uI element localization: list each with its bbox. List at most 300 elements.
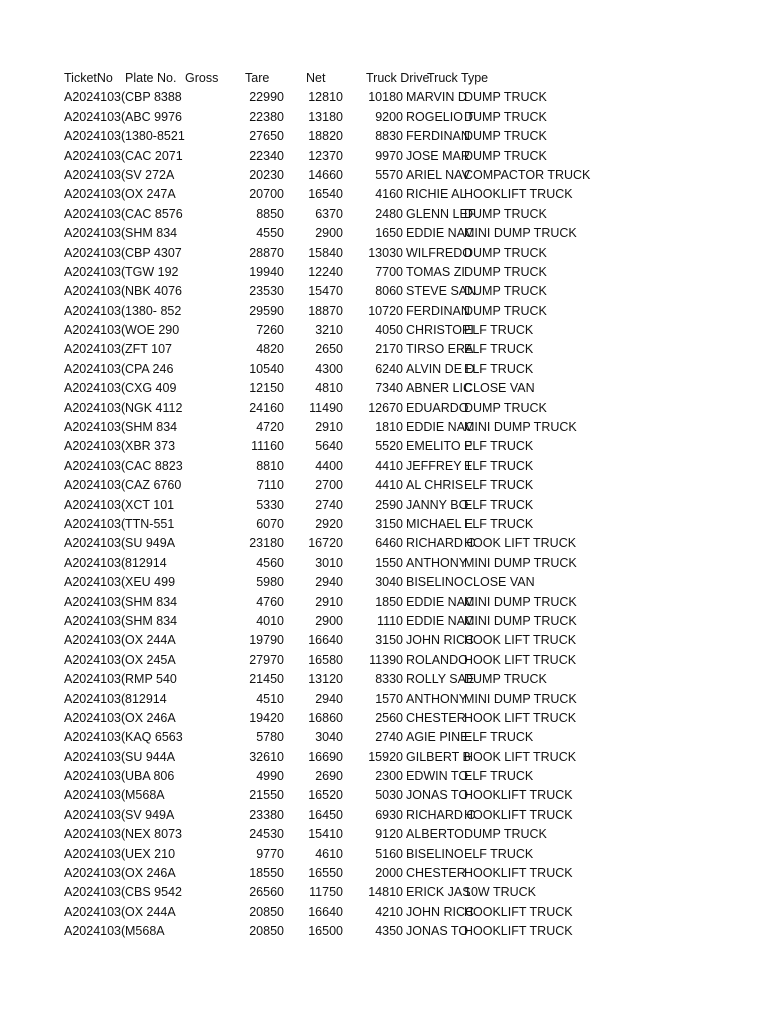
- ticketno-cell: A2024103(: [64, 827, 126, 842]
- header-truck-type: Truck Type: [427, 71, 489, 85]
- truck-driver-cell: ANTHONY: [406, 691, 468, 706]
- gross-cell: 6070: [256, 516, 284, 531]
- ticketno-cell: A2024103(: [64, 788, 126, 803]
- table-row: [64, 379, 584, 398]
- ticketno-cell: A2024103(: [64, 148, 126, 163]
- truck-type-cell: COMPACTOR TRUCK: [464, 167, 591, 182]
- table-row: [64, 360, 584, 379]
- plate-no-cell: CPA 246: [125, 361, 174, 376]
- net-cell: 3040: [375, 575, 403, 590]
- tare-cell: 2690: [315, 769, 343, 784]
- tare-cell: 16690: [308, 749, 343, 764]
- plate-no-cell: XEU 499: [125, 575, 176, 590]
- tare-cell: 2940: [315, 691, 343, 706]
- plate-no-cell: CAC 2071: [125, 148, 183, 163]
- tare-cell: 2900: [315, 226, 343, 241]
- truck-type-cell: DUMP TRUCK: [464, 129, 547, 144]
- gross-cell: 27650: [249, 129, 284, 144]
- tare-cell: 3040: [315, 730, 343, 745]
- gross-cell: 21450: [249, 672, 284, 687]
- plate-no-cell: OX 244A: [125, 633, 176, 648]
- table-row: [64, 166, 591, 185]
- plate-no-cell: CBS 9542: [125, 885, 182, 900]
- truck-driver-cell: TOMAS ZI: [406, 264, 465, 279]
- gross-cell: 26560: [249, 885, 284, 900]
- tare-cell: 2650: [315, 342, 343, 357]
- truck-type-cell: MINI DUMP TRUCK: [464, 594, 577, 609]
- plate-no-cell: TTN-551: [125, 516, 175, 531]
- net-cell: 2590: [375, 497, 403, 512]
- table-row: [64, 321, 584, 340]
- plate-no-cell: OX 245A: [125, 652, 176, 667]
- truck-driver-cell: JONAS TO: [406, 788, 469, 803]
- gross-cell: 4010: [256, 613, 284, 628]
- net-cell: 2560: [375, 710, 403, 725]
- gross-cell: 12150: [249, 381, 284, 396]
- truck-driver-cell: ALVIN DE D: [406, 361, 475, 376]
- truck-driver-cell: EMELITO P: [406, 439, 473, 454]
- table-row: [64, 147, 584, 166]
- net-cell: 9120: [375, 827, 403, 842]
- net-cell: 1850: [375, 594, 403, 609]
- plate-no-cell: ZFT 107: [125, 342, 173, 357]
- plate-no-cell: ABC 9976: [125, 109, 182, 124]
- truck-driver-cell: RICHARD C: [406, 536, 476, 551]
- gross-cell: 4550: [256, 226, 284, 241]
- truck-driver-cell: EDUARDO: [406, 400, 469, 415]
- truck-driver-cell: EDWIN TO: [406, 769, 469, 784]
- ticketno-cell: A2024103(: [64, 536, 126, 551]
- truck-type-cell: ELF TRUCK: [464, 497, 534, 512]
- truck-driver-cell: CHESTER: [406, 710, 466, 725]
- net-cell: 1570: [375, 691, 403, 706]
- net-cell: 7700: [375, 264, 403, 279]
- table-row: [64, 573, 584, 592]
- tare-cell: 15410: [308, 827, 343, 842]
- gross-cell: 4990: [256, 769, 284, 784]
- truck-driver-cell: EDDIE NAC: [406, 594, 475, 609]
- truck-driver-cell: AGIE PINE: [406, 730, 469, 745]
- plate-no-cell: 812914: [125, 555, 167, 570]
- ticketno-cell: A2024103(: [64, 652, 126, 667]
- plate-no-cell: WOE 290: [125, 323, 180, 338]
- gross-cell: 9770: [256, 846, 284, 861]
- tare-cell: 16640: [308, 633, 343, 648]
- tare-cell: 2910: [315, 420, 343, 435]
- ticketno-cell: A2024103(: [64, 478, 126, 493]
- plate-no-cell: OX 246A: [125, 866, 176, 881]
- plate-no-cell: M568A: [125, 788, 165, 803]
- plate-no-cell: NBK 4076: [125, 284, 182, 299]
- table-row: [64, 457, 584, 476]
- ticketno-cell: A2024103(: [64, 206, 126, 221]
- net-cell: 8060: [375, 284, 403, 299]
- table-row: [64, 185, 584, 204]
- gross-cell: 22340: [249, 148, 284, 163]
- plate-no-cell: OX 244A: [125, 904, 176, 919]
- net-cell: 2300: [375, 769, 403, 784]
- truck-type-cell: MINI DUMP TRUCK: [464, 691, 577, 706]
- net-cell: 10720: [368, 303, 403, 318]
- truck-driver-cell: TIRSO ERA: [406, 342, 474, 357]
- truck-driver-cell: JOHN RICC: [406, 633, 475, 648]
- gross-cell: 4560: [256, 555, 284, 570]
- truck-driver-cell: GLENN LEF: [406, 206, 476, 221]
- ticketno-cell: A2024103(: [64, 904, 126, 919]
- truck-driver-cell: GILBERT B: [406, 749, 471, 764]
- truck-driver-cell: JEFFREY T: [406, 458, 473, 473]
- plate-no-cell: CBP 4307: [125, 245, 182, 260]
- tare-cell: 12810: [308, 90, 343, 105]
- truck-type-cell: DUMP TRUCK: [464, 148, 547, 163]
- truck-type-cell: DUMP TRUCK: [464, 109, 547, 124]
- table-row: [64, 651, 584, 670]
- table-row: [64, 883, 584, 902]
- table-row: [64, 709, 584, 728]
- gross-cell: 19790: [249, 633, 284, 648]
- header-net: Net: [306, 71, 326, 85]
- header-truck-driver: Truck Drive: [366, 71, 430, 85]
- ticketno-cell: A2024103(: [64, 187, 126, 202]
- plate-no-cell: SHM 834: [125, 613, 178, 628]
- tare-cell: 5640: [315, 439, 343, 454]
- net-cell: 2480: [375, 206, 403, 221]
- tare-cell: 4610: [315, 846, 343, 861]
- tare-cell: 2740: [315, 497, 343, 512]
- net-cell: 10180: [368, 90, 403, 105]
- truck-type-cell: ELF TRUCK: [464, 516, 534, 531]
- truck-driver-cell: BISELINO: [406, 575, 464, 590]
- gross-cell: 5980: [256, 575, 284, 590]
- plate-no-cell: KAQ 6563: [125, 730, 183, 745]
- tare-cell: 4810: [315, 381, 343, 396]
- table-row: [64, 864, 584, 883]
- net-cell: 1650: [375, 226, 403, 241]
- plate-no-cell: TGW 192: [125, 264, 179, 279]
- table-row: [64, 670, 584, 689]
- tare-cell: 12370: [308, 148, 343, 163]
- net-cell: 13030: [368, 245, 403, 260]
- plate-no-cell: OX 247A: [125, 187, 176, 202]
- gross-cell: 4510: [256, 691, 284, 706]
- plate-no-cell: CAC 8823: [125, 458, 183, 473]
- gross-cell: 24160: [249, 400, 284, 415]
- truck-type-cell: MINI DUMP TRUCK: [464, 226, 577, 241]
- plate-no-cell: OX 246A: [125, 710, 176, 725]
- truck-type-cell: MINI DUMP TRUCK: [464, 420, 577, 435]
- ticketno-cell: A2024103(: [64, 924, 126, 939]
- tare-cell: 4400: [315, 458, 343, 473]
- truck-driver-cell: FERDINAN: [406, 129, 470, 144]
- table-row: [64, 108, 584, 127]
- plate-no-cell: XCT 101: [125, 497, 175, 512]
- net-cell: 15920: [368, 749, 403, 764]
- gross-cell: 8850: [256, 206, 284, 221]
- tare-cell: 4300: [315, 361, 343, 376]
- table-row: [64, 263, 584, 282]
- ticketno-cell: A2024103(: [64, 303, 126, 318]
- tare-cell: 3010: [315, 555, 343, 570]
- ticketno-cell: A2024103(: [64, 594, 126, 609]
- net-cell: 5160: [375, 846, 403, 861]
- truck-type-cell: ELF TRUCK: [464, 846, 534, 861]
- plate-no-cell: 812914: [125, 691, 167, 706]
- plate-no-cell: SV 272A: [125, 167, 175, 182]
- truck-driver-cell: EDDIE NAC: [406, 420, 475, 435]
- truck-type-cell: DUMP TRUCK: [464, 672, 547, 687]
- header-plate-no: Plate No.: [125, 71, 177, 85]
- tare-cell: 2920: [315, 516, 343, 531]
- plate-no-cell: CBP 8388: [125, 90, 182, 105]
- net-cell: 2740: [375, 730, 403, 745]
- truck-type-cell: HOOKLIFT TRUCK: [464, 924, 573, 939]
- net-cell: 5030: [375, 788, 403, 803]
- ticketno-cell: A2024103(: [64, 516, 126, 531]
- gross-cell: 23180: [249, 536, 284, 551]
- truck-driver-cell: ANTHONY: [406, 555, 468, 570]
- tare-cell: 14660: [308, 167, 343, 182]
- plate-no-cell: NEX 8073: [125, 827, 182, 842]
- tare-cell: 2900: [315, 613, 343, 628]
- tare-cell: 16580: [308, 652, 343, 667]
- net-cell: 3150: [375, 633, 403, 648]
- table-row: [64, 845, 584, 864]
- net-cell: 9200: [375, 109, 403, 124]
- gross-cell: 5780: [256, 730, 284, 745]
- gross-cell: 4820: [256, 342, 284, 357]
- table-row: [64, 748, 584, 767]
- net-cell: 5570: [375, 167, 403, 182]
- tare-cell: 2910: [315, 594, 343, 609]
- table-row: [64, 88, 584, 107]
- truck-type-cell: ELF TRUCK: [464, 769, 534, 784]
- ticketno-cell: A2024103(: [64, 420, 126, 435]
- net-cell: 4210: [375, 904, 403, 919]
- net-cell: 4050: [375, 323, 403, 338]
- gross-cell: 18550: [249, 866, 284, 881]
- gross-cell: 20850: [249, 924, 284, 939]
- gross-cell: 20700: [249, 187, 284, 202]
- ticketno-cell: A2024103(: [64, 90, 126, 105]
- truck-driver-cell: MICHAEL E: [406, 516, 473, 531]
- truck-type-cell: DUMP TRUCK: [464, 90, 547, 105]
- truck-driver-cell: ROLANDO: [406, 652, 468, 667]
- tare-cell: 13120: [308, 672, 343, 687]
- truck-type-cell: DUMP TRUCK: [464, 303, 547, 318]
- ticketno-cell: A2024103(: [64, 555, 126, 570]
- ticketno-cell: A2024103(: [64, 633, 126, 648]
- truck-driver-cell: RICHIE AL: [406, 187, 467, 202]
- plate-no-cell: RMP 540: [125, 672, 177, 687]
- ticketno-cell: A2024103(: [64, 497, 126, 512]
- ticketno-cell: A2024103(: [64, 167, 126, 182]
- truck-type-cell: ELF TRUCK: [464, 361, 534, 376]
- tare-cell: 16640: [308, 904, 343, 919]
- truck-driver-cell: FERDINAN: [406, 303, 470, 318]
- gross-cell: 27970: [249, 652, 284, 667]
- table-row: [64, 437, 584, 456]
- net-cell: 7340: [375, 381, 403, 396]
- ticketno-cell: A2024103(: [64, 458, 126, 473]
- net-cell: 8330: [375, 672, 403, 687]
- tare-cell: 11490: [309, 400, 343, 415]
- truck-type-cell: ELF TRUCK: [464, 439, 534, 454]
- plate-no-cell: SHM 834: [125, 594, 178, 609]
- ticketno-cell: A2024103(: [64, 769, 126, 784]
- truck-type-cell: DUMP TRUCK: [464, 264, 547, 279]
- tare-cell: 13180: [308, 109, 343, 124]
- truck-type-cell: MINI DUMP TRUCK: [464, 613, 577, 628]
- gross-cell: 4720: [256, 420, 284, 435]
- tare-cell: 16520: [308, 788, 343, 803]
- ticketno-cell: A2024103(: [64, 361, 126, 376]
- ticketno-cell: A2024103(: [64, 264, 126, 279]
- gross-cell: 22990: [249, 90, 284, 105]
- ticketno-cell: A2024103(: [64, 284, 126, 299]
- plate-no-cell: SHM 834: [125, 420, 178, 435]
- header-gross: Gross: [185, 71, 219, 85]
- gross-cell: 20230: [249, 167, 284, 182]
- gross-cell: 23380: [249, 807, 284, 822]
- table-body: [64, 88, 591, 941]
- ticketno-cell: A2024103(: [64, 129, 126, 144]
- truck-type-cell: CLOSE VAN: [464, 575, 535, 590]
- truck-type-cell: HOOKLIFT TRUCK: [464, 187, 573, 202]
- truck-driver-cell: WILFREDO: [406, 245, 472, 260]
- tare-cell: 2700: [315, 478, 343, 493]
- table-row: [64, 554, 584, 573]
- truck-driver-cell: EDDIE NAC: [406, 226, 475, 241]
- net-cell: 6240: [375, 361, 403, 376]
- header-tare: Tare: [245, 71, 270, 85]
- table-row: [64, 244, 584, 263]
- ticketno-cell: A2024103(: [64, 885, 126, 900]
- truck-driver-cell: JOHN RICC: [406, 904, 475, 919]
- truck-type-cell: HOOK LIFT TRUCK: [464, 536, 577, 551]
- net-cell: 3150: [375, 516, 403, 531]
- truck-type-cell: HOOK LIFT TRUCK: [464, 652, 577, 667]
- truck-driver-cell: JOSE MAR: [406, 148, 470, 163]
- gross-cell: 29590: [249, 303, 284, 318]
- tare-cell: 18870: [308, 303, 343, 318]
- net-cell: 6460: [375, 536, 403, 551]
- plate-no-cell: 1380- 852: [125, 303, 182, 318]
- truck-driver-cell: AL CHRIS: [406, 478, 464, 493]
- plate-no-cell: SV 949A: [125, 807, 175, 822]
- ticketno-cell: A2024103(: [64, 226, 126, 241]
- plate-no-cell: CAZ 6760: [125, 478, 182, 493]
- plate-no-cell: SU 944A: [125, 749, 176, 764]
- net-cell: 4160: [375, 187, 403, 202]
- tare-cell: 6370: [315, 206, 343, 221]
- plate-no-cell: UBA 806: [125, 769, 175, 784]
- truck-driver-cell: JONAS TO: [406, 924, 469, 939]
- ticketno-cell: A2024103(: [64, 866, 126, 881]
- table-row: [64, 922, 584, 941]
- header-row: [64, 69, 584, 88]
- truck-type-cell: HOOK LIFT TRUCK: [464, 710, 577, 725]
- plate-no-cell: SHM 834: [125, 226, 178, 241]
- truck-type-cell: HOOKLIFT TRUCK: [464, 866, 573, 881]
- truck-type-cell: DUMP TRUCK: [464, 245, 547, 260]
- net-cell: 11390: [369, 652, 403, 667]
- table-row: [64, 903, 584, 922]
- gross-cell: 19420: [249, 710, 284, 725]
- truck-type-cell: DUMP TRUCK: [464, 284, 547, 299]
- spreadsheet: [64, 69, 591, 942]
- gross-cell: 24530: [249, 827, 284, 842]
- table-row: [64, 825, 584, 844]
- gross-cell: 19940: [249, 264, 284, 279]
- net-cell: 1550: [375, 555, 403, 570]
- table-row: [64, 767, 584, 786]
- truck-type-cell: 10W TRUCK: [464, 885, 537, 900]
- table-row: [64, 806, 584, 825]
- gross-cell: 7260: [256, 323, 284, 338]
- truck-type-cell: MINI DUMP TRUCK: [464, 555, 577, 570]
- net-cell: 12670: [368, 400, 403, 415]
- plate-no-cell: 1380-8521: [125, 129, 185, 144]
- net-cell: 1810: [375, 420, 403, 435]
- table-row: [64, 399, 584, 418]
- header-ticketno: TicketNo: [64, 71, 113, 85]
- table-row: [64, 496, 584, 515]
- truck-type-cell: HOOK LIFT TRUCK: [464, 749, 577, 764]
- plate-no-cell: M568A: [125, 924, 165, 939]
- truck-type-cell: HOOKLIFT TRUCK: [464, 788, 573, 803]
- net-cell: 4410: [375, 458, 403, 473]
- truck-driver-cell: ARIEL NAV: [406, 167, 470, 182]
- tare-cell: 3210: [315, 323, 343, 338]
- truck-type-cell: HOOKLIFT TRUCK: [464, 807, 573, 822]
- ticketno-cell: A2024103(: [64, 575, 126, 590]
- tare-cell: 11750: [309, 885, 343, 900]
- gross-cell: 8810: [256, 458, 284, 473]
- ticketno-cell: A2024103(: [64, 672, 126, 687]
- ticketno-cell: A2024103(: [64, 245, 126, 260]
- plate-no-cell: CAC 8576: [125, 206, 183, 221]
- tare-cell: 16540: [308, 187, 343, 202]
- truck-driver-cell: ALBERTO: [406, 827, 464, 842]
- truck-type-cell: DUMP TRUCK: [464, 206, 547, 221]
- gross-cell: 4760: [256, 594, 284, 609]
- gross-cell: 7110: [257, 478, 284, 493]
- truck-driver-cell: ROGELIO T: [406, 109, 474, 124]
- ticketno-cell: A2024103(: [64, 846, 126, 861]
- ticketno-cell: A2024103(: [64, 691, 126, 706]
- truck-type-cell: HOOK LIFT TRUCK: [464, 633, 577, 648]
- truck-driver-cell: JANNY BO: [406, 497, 469, 512]
- table-row: [64, 534, 584, 553]
- net-cell: 4350: [375, 924, 403, 939]
- ticketno-cell: A2024103(: [64, 807, 126, 822]
- table-row: [64, 593, 584, 612]
- plate-no-cell: UEX 210: [125, 846, 176, 861]
- truck-type-cell: ELF TRUCK: [464, 342, 534, 357]
- table-row: [64, 728, 584, 747]
- ticketno-cell: A2024103(: [64, 381, 126, 396]
- gross-cell: 21550: [249, 788, 284, 803]
- table-row: [64, 612, 584, 631]
- table-row: [64, 631, 584, 650]
- truck-driver-cell: CHRISTOPI: [406, 323, 474, 338]
- plate-no-cell: XBR 373: [125, 439, 176, 454]
- net-cell: 8830: [375, 129, 403, 144]
- truck-type-cell: CLOSE VAN: [464, 381, 535, 396]
- table-row: [64, 515, 584, 534]
- ticketno-cell: A2024103(: [64, 342, 126, 357]
- tare-cell: 18820: [308, 129, 343, 144]
